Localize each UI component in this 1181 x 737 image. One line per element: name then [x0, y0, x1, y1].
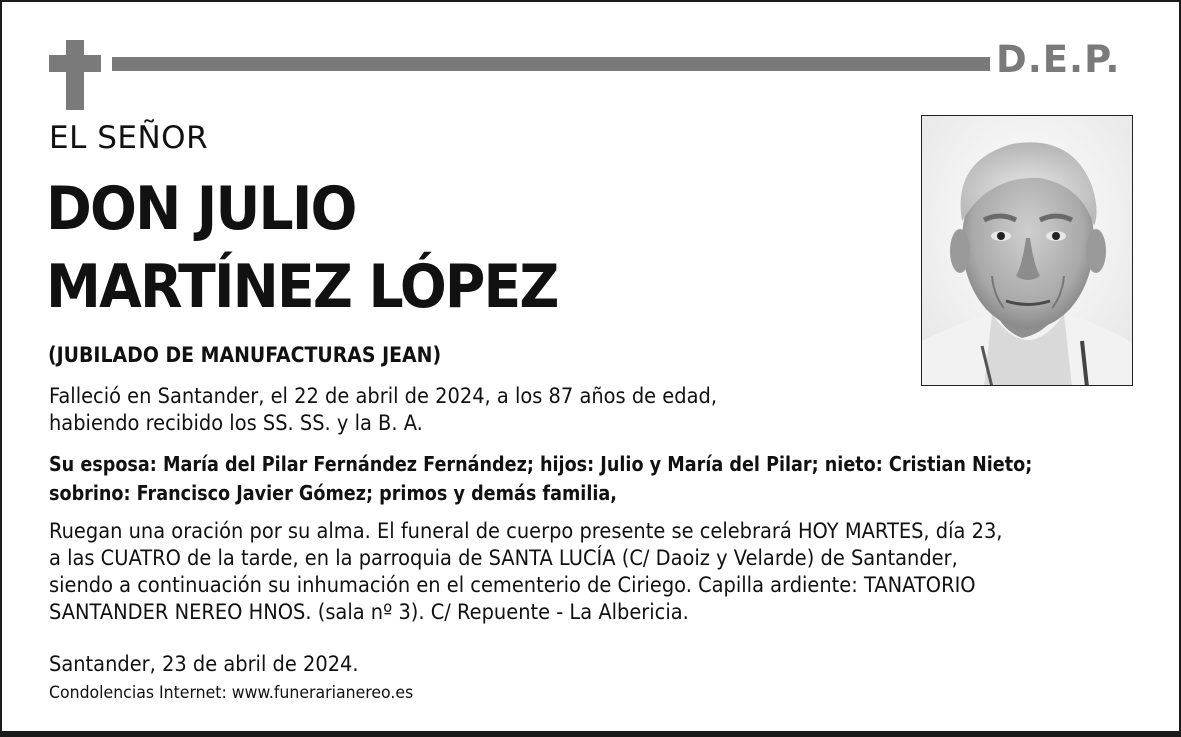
deceased-name-line1: DON JULIO: [46, 174, 356, 244]
family-line: sobrino: Francisco Javier Gómez; primos y demás familia,: [49, 481, 617, 505]
portrait-illustration: [922, 116, 1133, 386]
funeral-line: siendo a continuación su inhumación en el cementerio de Ciriego. Capilla ardiente: TANATORIO: [49, 573, 976, 597]
death-notice: [49, 383, 717, 437]
death-notice-line: habiendo recibido los SS. SS. y la B. A.: [49, 411, 423, 435]
occupation: (JUBILADO DE MANUFACTURAS JEAN): [48, 343, 442, 367]
cross-icon-bar: [49, 55, 101, 72]
dep-label: D.E.P.: [996, 38, 1121, 81]
honorific: EL SEÑOR: [49, 120, 209, 156]
funeral-line: SANTANDER NEREO HNOS. (sala nº 3). C/ Repuente - La Albericia.: [49, 600, 689, 624]
family-list: [49, 450, 1032, 508]
family-line: Su esposa: María del Pilar Fernández Fernández; hijos: Julio y María del Pilar; nieto: Cristian Nieto;: [49, 452, 1033, 476]
funeral-line: Ruegan una oración por su alma. El funeral de cuerpo presente se celebrará HOY MARTES, día 23,: [49, 519, 1003, 543]
condolences-link: Condolencias Internet: www.funerarianereo.es: [49, 683, 414, 703]
death-notice-line: Falleció en Santander, el 22 de abril de 2024, a los 87 años de edad,: [49, 384, 717, 408]
header-rule: [112, 57, 990, 71]
deceased-name-line2: MARTÍNEZ LÓPEZ: [46, 252, 558, 322]
portrait-photo: [921, 115, 1133, 386]
cross-icon: [66, 40, 84, 110]
dateline: Santander, 23 de abril de 2024.: [49, 652, 359, 676]
funeral-line: a las CUATRO de la tarde, en la parroquia de SANTA LUCÍA (C/ Daoiz y Velarde) de Santander,: [49, 546, 958, 570]
funeral-details: [49, 518, 1002, 626]
